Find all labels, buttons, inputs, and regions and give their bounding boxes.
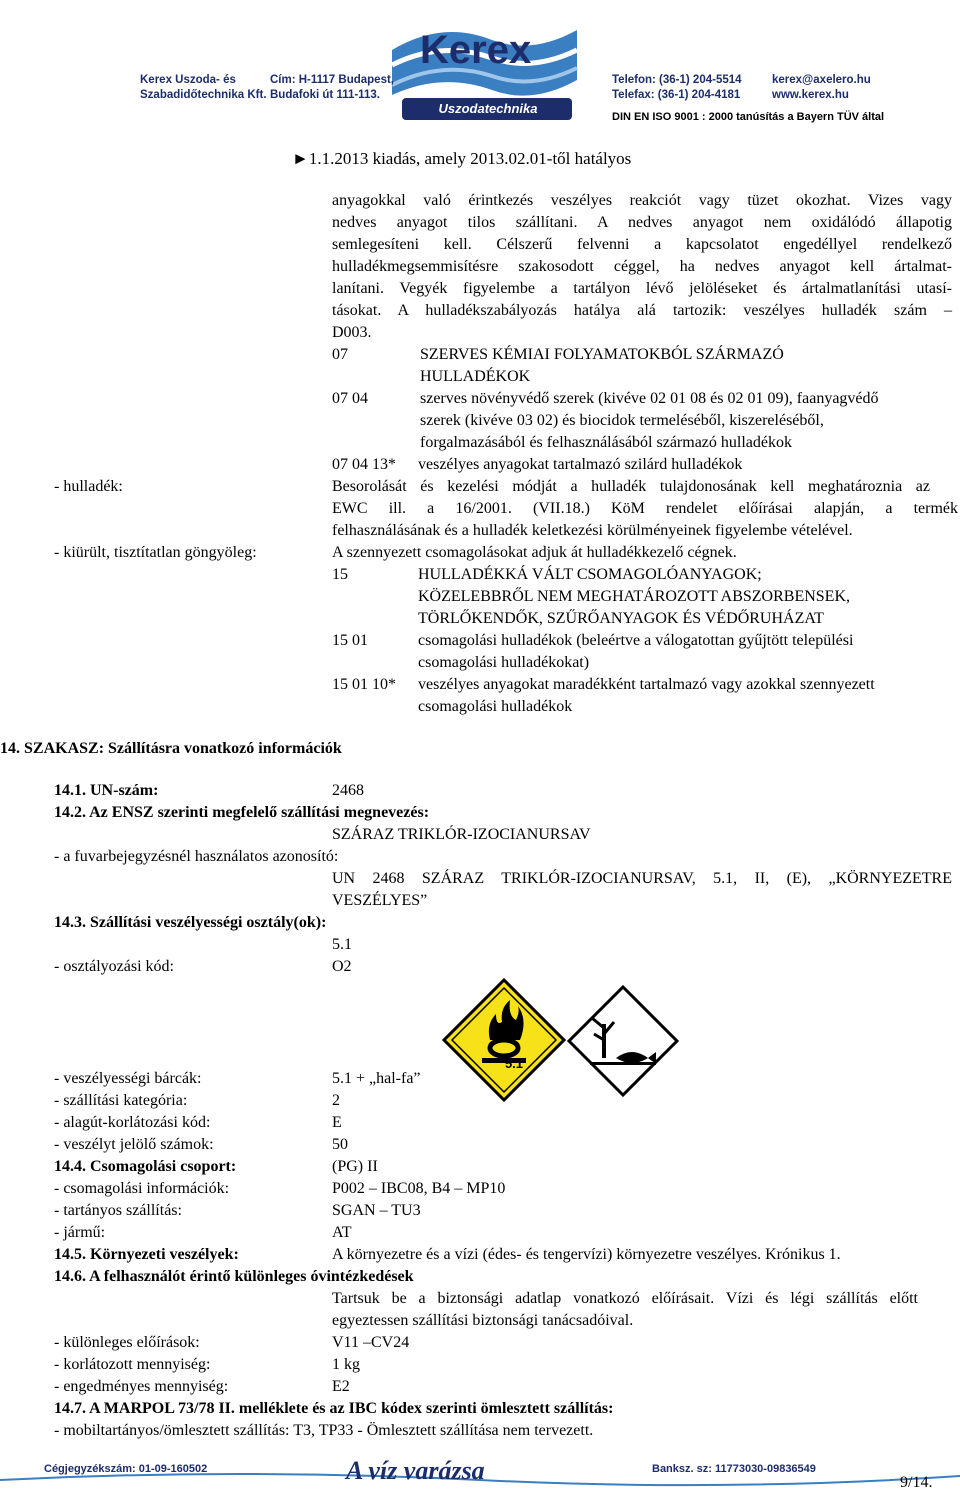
waste-code: 07 04 xyxy=(332,390,368,407)
waste-code: 07 04 13* xyxy=(332,456,396,473)
row-label: - csomagolási információk: xyxy=(54,1180,230,1197)
row-label: - különleges előírások: xyxy=(54,1334,200,1351)
precautions-line: Tartsuk be a biztonsági adatlap vonatkozó előírásait. Vízi és légi szállítás előtt xyxy=(332,1290,918,1307)
row-label: - veszélyességi bárcák: xyxy=(54,1070,202,1087)
row-value: 5.1 + „hal-fa” xyxy=(332,1070,421,1087)
intro-line: nedves anyagot tilos szállítani. A nedves anyagot nem oxidálódó állapotig xyxy=(332,214,952,231)
row-value: E xyxy=(332,1114,342,1131)
waste-code-desc: HULLADÉKOK xyxy=(420,368,531,385)
row-label: - engedményes mennyiség: xyxy=(54,1378,229,1395)
logo-text: Kerex xyxy=(420,28,532,72)
waste-code-desc: szerves növényvédő szerek (kivéve 02 01 08 és 02 01 09), faanyagvédő xyxy=(420,390,879,407)
iso-certification: DIN EN ISO 9001 : 2000 tanúsítás a Bayern TÜV által xyxy=(612,111,885,123)
page-header xyxy=(0,0,960,140)
dead-fish-tree-icon xyxy=(566,984,680,1098)
intro-line: D003. xyxy=(332,324,372,341)
flame-over-circle-icon xyxy=(442,978,566,1102)
email-link[interactable]: kerex@axelero.hu xyxy=(772,74,871,86)
address-1: Cím: H-1117 Budapest, xyxy=(270,74,394,86)
waste-code-desc: TÖRLŐKENDŐK, SZŰRŐANYAGOK ÉS VÉDŐRUHÁZAT xyxy=(418,610,824,627)
web-link[interactable]: www.kerex.hu xyxy=(772,89,849,101)
hazard-class-label: 14.3. Szállítási veszélyességi osztály(ok): xyxy=(54,914,327,931)
phone: Telefon: (36-1) 204-5514 xyxy=(612,74,742,86)
shipping-name-value: SZÁRAZ TRIKLÓR-IZOCIANURSAV xyxy=(332,826,591,843)
shipping-name-label: 14.2. Az ENSZ szerinti megfelelő szállítási megnevezés: xyxy=(54,804,430,821)
precautions-label: 14.6. A felhasználót érintő különleges óvintézkedések xyxy=(54,1268,414,1285)
address-2: Budafoki út 111-113. xyxy=(270,89,380,101)
waste-code: 15 xyxy=(332,566,348,583)
section-14-heading: 14. SZAKASZ: Szállításra vonatkozó információk xyxy=(0,740,342,757)
un-number-value: 2468 xyxy=(332,782,364,799)
waste-code-desc: csomagolási hulladékokat) xyxy=(418,654,590,671)
row-value: 1 kg xyxy=(332,1356,360,1373)
row-value: V11 –CV24 xyxy=(332,1334,410,1351)
edition-line: ►1.1.2013 kiadás, amely 2013.02.01-től hatályos xyxy=(292,149,632,168)
bank-account: Banksz. sz: 11773030-09836549 xyxy=(652,1463,816,1475)
waste-code: 15 01 10* xyxy=(332,676,396,693)
footer-slogan: A víz varázsa xyxy=(346,1456,485,1485)
row-label: - szállítási kategória: xyxy=(54,1092,188,1109)
intro-line: lanítani. Vegyék figyelembe a tartályon lévő jelöléseket és ártalmatlanítási utasí- xyxy=(332,280,952,297)
row-label: - veszélyt jelölő számok: xyxy=(54,1136,214,1153)
class-code-label: - osztályozási kód: xyxy=(54,958,174,975)
intro-line: tásokat. A hulladékszabályozás hatálya alá tartozik: veszélyes hulladék szám – xyxy=(332,302,952,319)
transport-id-label: - a fuvarbejegyzésnél használatos azonosító: xyxy=(54,848,339,865)
intro-line: hulladékmegsemmisítésre szakosodott céggel, ha nedves anyagot kell ártalmat- xyxy=(332,258,952,275)
company-registration: Cégjegyzékszám: 01-09-160502 xyxy=(44,1463,208,1475)
company-name-1: Kerex Uszoda- és xyxy=(140,74,236,86)
company-name-2: Szabadidőtechnika Kft. xyxy=(140,89,267,101)
kerex-logo xyxy=(382,10,587,125)
row-value: SGAN – TU3 xyxy=(332,1202,421,1219)
row-value: 2 xyxy=(332,1092,340,1109)
waste-code-desc: csomagolási hulladékok (beleértve a válogatottan gyűjtött települési xyxy=(418,632,854,649)
waste-code-desc: szerek (kivéve 03 02) és biocidok termeléséből, kiszereléséből, xyxy=(420,412,824,429)
row-label: 14.4. Csomagolási csoport: xyxy=(54,1158,237,1175)
waste-code-desc: veszélyes anyagokat maradékként tartalmazó vagy azokkal szennyezett xyxy=(418,676,875,693)
page-number: 9/14. xyxy=(900,1474,933,1491)
waste-text-line: felhasználásának és a hulladék keletkezési körülményeinek figyelembe vételével. xyxy=(332,522,853,539)
waste-code: 07 xyxy=(332,346,348,363)
marpol-label: 14.7. A MARPOL 73/78 II. melléklete és az IBC kódex szerinti ömlesztett szállítás: xyxy=(54,1400,614,1417)
packaging-text: A szennyezett csomagolásokat adjuk át hulladékkezelő cégnek. xyxy=(332,544,737,561)
waste-code-desc: HULLADÉKKÁ VÁLT CSOMAGOLÓANYAGOK; xyxy=(418,566,762,583)
packaging-label: - kiürült, tisztítatlan göngyöleg: xyxy=(54,544,257,561)
page-footer xyxy=(0,1450,960,1498)
row-value: A környezetre és a vízi (édes- és tengervízi) környezetre veszélyes. Krónikus 1. xyxy=(332,1246,841,1263)
waste-label: - hulladék: xyxy=(54,478,123,495)
bulk-transport-text: - mobiltartányos/ömlesztett szállítás: T3, TP33 - Ömlesztett szállítása nem tervezett. xyxy=(54,1422,594,1439)
row-label: - korlátozott mennyiség: xyxy=(54,1356,211,1373)
waste-text-line: EWC ill. a 16/2001. (VII.18.) KöM rendelet előírásai alapján, a termék xyxy=(332,500,958,517)
row-value: AT xyxy=(332,1224,352,1241)
row-value: (PG) II xyxy=(332,1158,378,1175)
precautions-line: egyeztessen szállítási biztonsági tanácsadóival. xyxy=(332,1312,634,1329)
row-label: 14.5. Környezeti veszélyek: xyxy=(54,1246,239,1263)
un-number-label: 14.1. UN-szám: xyxy=(54,782,159,799)
intro-line: semlegesíteni kell. Célszerű felvenni a kapcsolatot engedéllyel rendelkező xyxy=(332,236,952,253)
waste-code-desc: KÖZELEBBRŐL NEM MEGHATÁROZOTT ABSZORBENSEK, xyxy=(418,588,851,605)
waste-code-desc: csomagolási hulladékok xyxy=(418,698,573,715)
class-code-value: O2 xyxy=(332,958,352,975)
transport-id-value: UN 2468 SZÁRAZ TRIKLÓR-IZOCIANURSAV, 5.1, II, (E), „KÖRNYEZETRE xyxy=(332,870,952,887)
logo-subtitle: Uszodatechnika xyxy=(438,101,538,116)
waste-code-desc: forgalmazásából és felhasználásából származó hulladékok xyxy=(420,434,792,451)
waste-text-line: Besorolását és kezelési módját a hulladék tulajdonosának kell meghatároznia az xyxy=(332,478,930,495)
intro-line: anyagokkal való érintkezés veszélyes reakciót vagy tüzet okozhat. Vizes vagy xyxy=(332,192,952,209)
row-value: P002 – IBC08, B4 – MP10 xyxy=(332,1180,506,1197)
hazard-class-value: 5.1 xyxy=(332,936,352,953)
waste-code-desc: SZERVES KÉMIAI FOLYAMATOKBÓL SZÁRMAZÓ xyxy=(420,346,784,363)
waste-code: 15 01 xyxy=(332,632,368,649)
waste-code-desc: veszélyes anyagokat tartalmazó szilárd hulladékok xyxy=(418,456,743,473)
oxidizer-class-label: 5.1 xyxy=(504,1056,524,1071)
transport-id-value-2: VESZÉLYES” xyxy=(332,892,428,909)
row-value: 50 xyxy=(332,1136,348,1153)
row-label: - alagút-korlátozási kód: xyxy=(54,1114,211,1131)
row-label: - jármű: xyxy=(54,1224,106,1241)
row-value: E2 xyxy=(332,1378,350,1395)
fax: Telefax: (36-1) 204-4181 xyxy=(612,89,741,101)
row-label: - tartányos szállítás: xyxy=(54,1202,182,1219)
